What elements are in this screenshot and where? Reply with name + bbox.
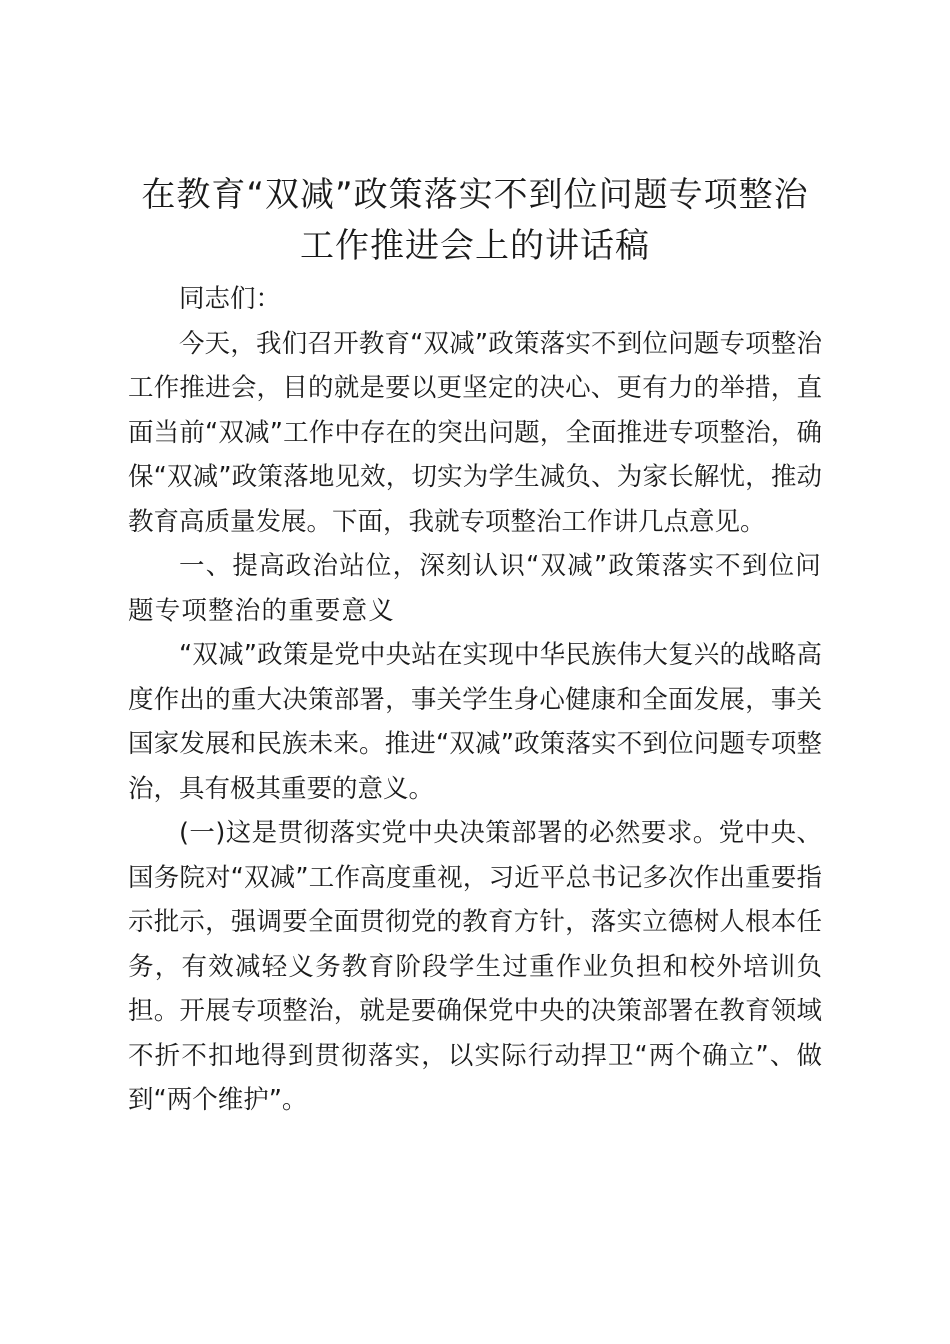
document-title-line-2: 工作推进会上的讲话稿: [300, 226, 650, 266]
section-heading-1: 一、提高政治站位，深刻认识“双减”政策落实不到位问题专项整治的重要意义: [128, 551, 822, 626]
subsection-1-paragraph: (一)这是贯彻落实党中央决策部署的必然要求。党中央、国务院对“双减”工作高度重视，习近平总书记多次作出重要指示批示，强调要全面贯彻党的教育方针，落实立德树人根本任务，有效减轻义务教育阶段学生过重作业负担和校外培训负担。开展专项整治，就是要确保党中央的决策部署在教育领域不折不扣地得到贯彻落实，以实际行动捍卫“两个确立”、做到“两个维护”。: [128, 818, 822, 1115]
salutation: 同志们：: [179, 284, 282, 314]
section-1-paragraph: “双减”政策是党中央站在实现中华民族伟大复兴的战略高度作出的重大决策部署，事关学生身心健康和全面发展，事关国家发展和民族未来。推进“双减”政策落实不到位问题专项整治，具有极其重要的意义。: [128, 640, 822, 804]
intro-paragraph: 今天，我们召开教育“双减”政策落实不到位问题专项整治工作推进会，目的就是要以更坚定的决心、更有力的举措，直面当前“双减”工作中存在的突出问题，全面推进专项整治，确保“双减”政策落地见效，切实为学生减负、为家长解忧，推动教育高质量发展。下面，我就专项整治工作讲几点意见。: [128, 328, 822, 537]
document-title-line-1: 在教育“双减”政策落实不到位问题专项整治: [141, 175, 809, 215]
document-body: [128, 277, 822, 1123]
